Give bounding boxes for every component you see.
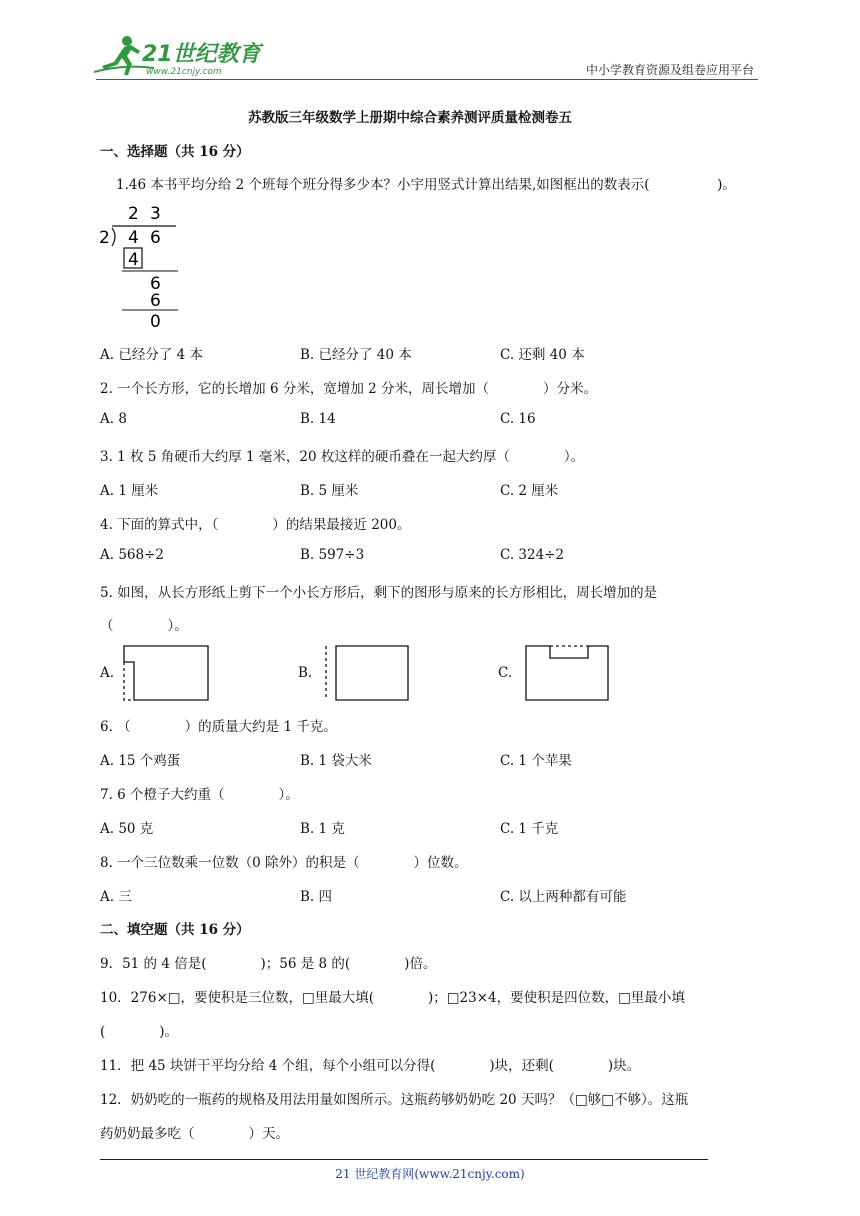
- page-title: 苏教版三年级数学上册期中综合素养测评质量检测卷五: [248, 110, 572, 126]
- option-c[interactable]: C.: [498, 665, 513, 681]
- question-10-blank: ( )。: [100, 1024, 179, 1040]
- logo: [94, 34, 264, 78]
- dividend-digit: 6: [150, 228, 161, 248]
- logo-url: www.21cnjy.com: [146, 67, 222, 77]
- option-a[interactable]: A.: [100, 665, 115, 681]
- section-heading-fill: 二、填空题（共 16 分）: [100, 922, 250, 938]
- option-c[interactable]: C. 324÷2: [500, 547, 565, 563]
- question-10: 10．276×□，要使积是三位数，□里最大填( )；□23×4，要使积是四位数，□里最小填: [100, 990, 685, 1006]
- boxed-number: 4: [128, 250, 139, 270]
- option-a[interactable]: A. 15 个鸡蛋: [100, 753, 181, 769]
- division-bracket: [112, 226, 176, 246]
- step-digit: 6: [150, 274, 161, 294]
- question-2: 2. 一个长方形，它的长增加 6 分米，宽增加 2 分米，周长增加（ ）分米。: [100, 381, 598, 397]
- option-c[interactable]: C. 2 厘米: [500, 483, 559, 499]
- remainder-digit: 0: [150, 312, 161, 332]
- option-b[interactable]: B. 5 厘米: [300, 483, 359, 499]
- question-5-blank: （ ）。: [100, 618, 188, 634]
- option-b[interactable]: B. 597÷3: [300, 547, 365, 563]
- option-c[interactable]: C. 还剩 40 本: [500, 347, 585, 363]
- question-1: 1.46 本书平均分给 2 个班每个班分得多少本？小宇用竖式计算出结果,如图框出的数表示( )。: [116, 177, 736, 193]
- option-a[interactable]: A. 已经分了 4 本: [100, 347, 204, 363]
- long-division-figure: [98, 199, 188, 333]
- question-12-cont: 药奶奶最多吃（ ）天。: [100, 1126, 289, 1142]
- question-12: 12．奶奶吃的一瓶药的规格及用法用量如图所示。这瓶药够奶奶吃 20 天吗？（□够□不够）。这瓶: [100, 1092, 689, 1108]
- header-platform-text: 中小学教育资源及组卷应用平台: [585, 63, 754, 77]
- option-b[interactable]: B.: [298, 665, 313, 681]
- question-6: 6. （ ）的质量大约是 1 千克。: [100, 719, 337, 735]
- quotient-digit: 2: [128, 204, 139, 224]
- question-5: 5. 如图，从长方形纸上剪下一个小长方形后，剩下的图形与原来的长方形相比，周长增加的是: [100, 585, 658, 601]
- header-divider: [96, 79, 758, 80]
- question-11: 11．把 45 块饼干平均分给 4 个组，每个小组可以分得( )块，还剩( )块。: [100, 1058, 641, 1074]
- option-a[interactable]: A. 568÷2: [100, 547, 164, 563]
- question-8: 8. 一个三位数乘一位数（0 除外）的积是（ ）位数。: [100, 855, 468, 871]
- rectangle-figure-a: [118, 642, 212, 704]
- option-b[interactable]: B. 已经分了 40 本: [300, 347, 412, 363]
- option-c[interactable]: C. 16: [500, 411, 536, 427]
- dividend-digit: 4: [128, 228, 139, 248]
- option-c[interactable]: C. 1 千克: [500, 821, 559, 837]
- option-b[interactable]: B. 1 袋大米: [300, 753, 372, 769]
- rectangle-figure-b: [318, 642, 412, 704]
- question-9: 9．51 的 4 倍是( )；56 是 8 的( )倍。: [100, 956, 437, 972]
- section-heading-choice: 一、选择题（共 16 分）: [100, 144, 250, 160]
- option-c[interactable]: C. 1 个苹果: [500, 753, 572, 769]
- option-b[interactable]: B. 1 克: [300, 821, 345, 837]
- step-digit: 6: [150, 291, 161, 311]
- option-b[interactable]: B. 14: [300, 411, 336, 427]
- option-c[interactable]: C. 以上两种都有可能: [500, 889, 627, 905]
- option-a[interactable]: A. 8: [100, 411, 127, 427]
- question-4: 4. 下面的算式中，（ ）的结果最接近 200。: [100, 517, 411, 533]
- option-a[interactable]: A. 50 克: [100, 821, 154, 837]
- question-7: 7. 6 个橙子大约重（ ）。: [100, 787, 299, 803]
- option-a[interactable]: A. 1 厘米: [100, 483, 159, 499]
- footer-divider: [100, 1159, 708, 1160]
- footer-text[interactable]: 21 世纪教育网(www.21cnjy.com): [335, 1167, 525, 1181]
- option-a[interactable]: A. 三: [100, 889, 132, 905]
- rectangle-figure-c: [522, 642, 616, 704]
- divisor: 2: [99, 228, 110, 248]
- question-3: 3. 1 枚 5 角硬币大约厚 1 毫米，20 枚这样的硬币叠在一起大约厚（ ）。: [100, 449, 585, 465]
- option-b[interactable]: B. 四: [300, 889, 333, 905]
- logo-text: 21世纪教育: [142, 42, 261, 67]
- quotient-digit: 3: [150, 204, 161, 224]
